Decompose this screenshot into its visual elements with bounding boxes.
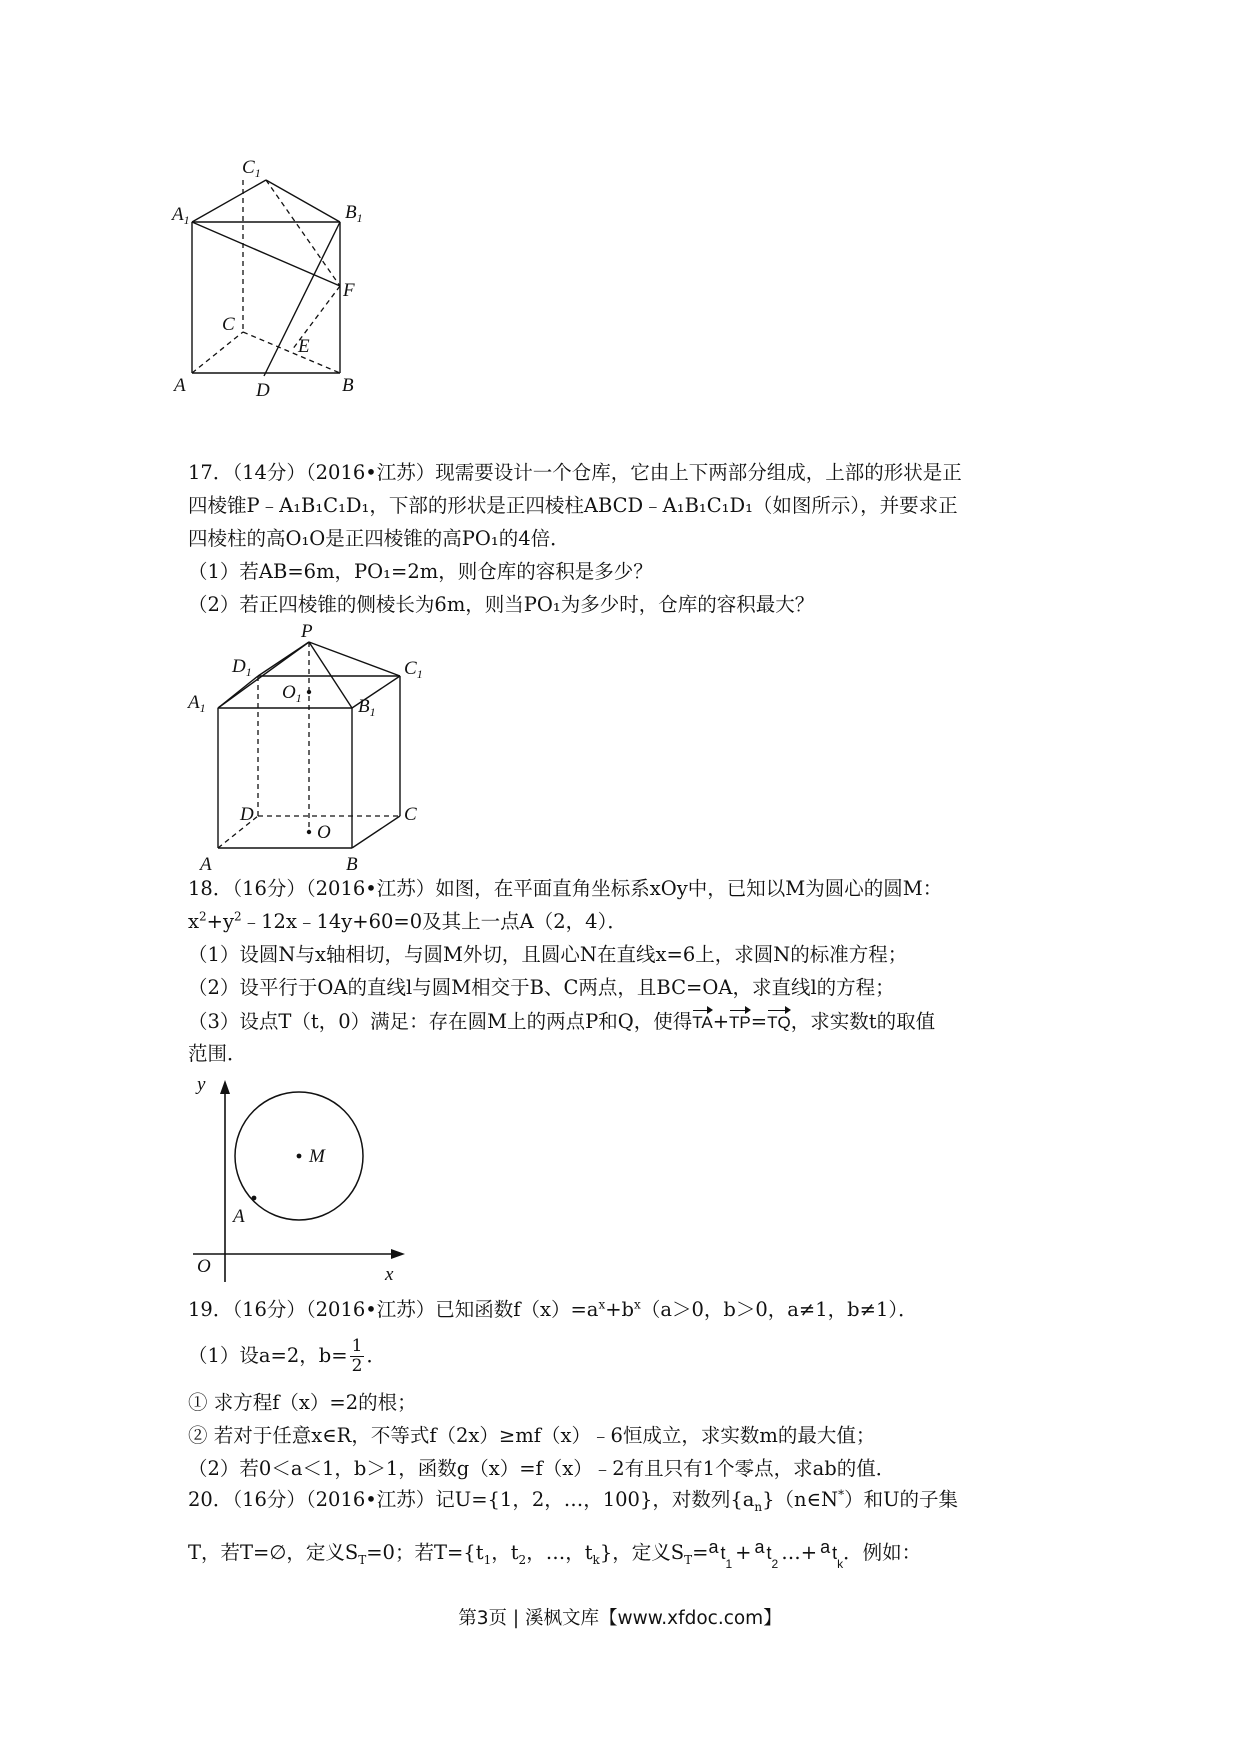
q17-line-1: 17．（14分）（2016•江苏）现需要设计一个仓库，它由上下两部分组成，上部的形状是正 [188,461,962,484]
label-d: D [256,380,270,401]
q17-line-2: 四棱锥P﹣A₁B₁C₁D₁，下部的形状是正四棱柱ABCD﹣A₁B₁C₁D₁（如图所示），并要求正 [188,494,958,517]
q18-line-2: $x^2+y^2﹣12x﹣14y+60=0$及其上一点A（2，4）． [188,909,627,933]
edge-bc [352,816,400,848]
label-a1: $A_1$ [188,692,206,715]
term-a-tk: a $t_k$ [820,1537,844,1571]
q17-line-3: 四棱柱的高O₁O是正四棱锥的高PO₁的4倍． [188,527,570,550]
vector-ta: TA [692,1006,712,1036]
label-o: O [317,822,331,843]
label-p: P [301,621,313,642]
point-o1 [307,690,311,694]
q17-sub-1: （1）若AB=6m，PO₁=2m，则仓库的容积是多少？ [188,560,653,583]
figure-circle [185,1072,415,1294]
q19-sub-2: （2）若0＜a＜1，b＞1，函数g（x）=f（x）﹣2有且只有1个零点，求ab的值． [188,1457,896,1480]
label-d1: $D_1$ [232,656,252,679]
label-e: E [298,336,310,357]
page-footer: 第3页 | 溪枫文库【www.xfdoc.com】 [458,1608,782,1629]
term-a-t2: a $t_2$ [754,1537,779,1571]
q20-line-2: T，若T=∅，定义$S_T=0$；若$T=\{t_1$，$t_2$，…，$t_k$}，定义$S_T=a$ $t_1 + a$ $t_2$ …+ a $t_k$．例如： [188,1537,922,1571]
label-b1: $B_1$ [345,202,363,225]
label-d: D [240,804,254,825]
q19-item-2: ② 若对于任意x∈R，不等式f（2x）≥mf（x）﹣6恒成立，求实数m的最大值； [188,1424,876,1447]
label-a: A [174,375,186,396]
edge-a1c1 [192,180,266,222]
label-o1: $O_1$ [282,682,302,705]
figure-warehouse [180,620,440,875]
edge-pc1 [309,642,400,676]
edge-pb1 [309,642,352,708]
label-c: C [222,314,235,335]
label-a: A [200,854,212,875]
label-b: B [342,375,354,396]
edge-cb-hidden [243,332,340,373]
q19-line-1: 19．（16分）（2016•江苏）已知函数$f(x)=a^x+b^x(a>0$，b＞0，a≠1，b≠1）． [188,1297,918,1321]
q18-sub-3: （3）设点T（t，0）满足：存在圆M上的两点P和Q，使得TA+TP=TQ，求实数t的取值 [188,1006,935,1036]
edge-c1b1 [266,180,340,222]
vector-tq: TQ [767,1006,791,1036]
q18-line-1: 18．（16分）（2016•江苏）如图，在平面直角坐标系xOy中，已知以M为圆心的圆M： [188,877,943,900]
label-f: F [343,280,355,301]
figure-prism-1 [172,157,410,445]
label-a: A [233,1206,245,1227]
label-c: C [404,804,417,825]
x-axis-arrow [391,1249,405,1259]
y-axis-arrow [220,1080,230,1094]
label-b: B [346,854,358,875]
point-o [307,830,311,834]
label-a1: $A_1$ [172,204,190,227]
label-y: y [197,1074,206,1095]
q18-sub-2: （2）设平行于OA的直线l与圆M相交于B、C两点，且BC=OA，求直线l的方程； [188,976,895,999]
q18-sub-1: （1）设圆N与x轴相切，与圆M外切，且圆心N在直线x=6上，求圆N的标准方程； [188,943,908,966]
q19-sub-1: （1）设a=2，b= $\frac{1}{2}$ ． [188,1336,386,1376]
q19-item-1: ① 求方程f（x）=2的根； [188,1391,417,1414]
vector-tp: TP [729,1006,751,1036]
edge-pd1 [258,642,309,676]
q20-line-1: 20．（16分）（2016•江苏）记U={1，2，…，100}，对数列$\{a_n\}(n\in N^*)$和U的子集 [188,1487,959,1514]
label-c1: $C_1$ [404,658,423,681]
q17-sub-2: （2）若正四棱锥的侧棱长为6m，则当PO₁为多少时，仓库的容积最大？ [188,593,815,616]
label-b1: $B_1$ [358,696,376,719]
label-c1: $C_1$ [242,157,261,180]
label-m: M [309,1146,325,1167]
q18-sub-3-cont: 范围． [188,1042,247,1065]
point-a [252,1196,257,1201]
edge-ac-hidden [192,332,243,373]
point-m [297,1154,302,1159]
label-o: O [197,1256,211,1277]
fraction-one-half: $\frac{1}{2}$ [351,1336,363,1376]
term-a-t1: a $t_1$ [708,1537,733,1571]
label-x: x [385,1264,394,1285]
